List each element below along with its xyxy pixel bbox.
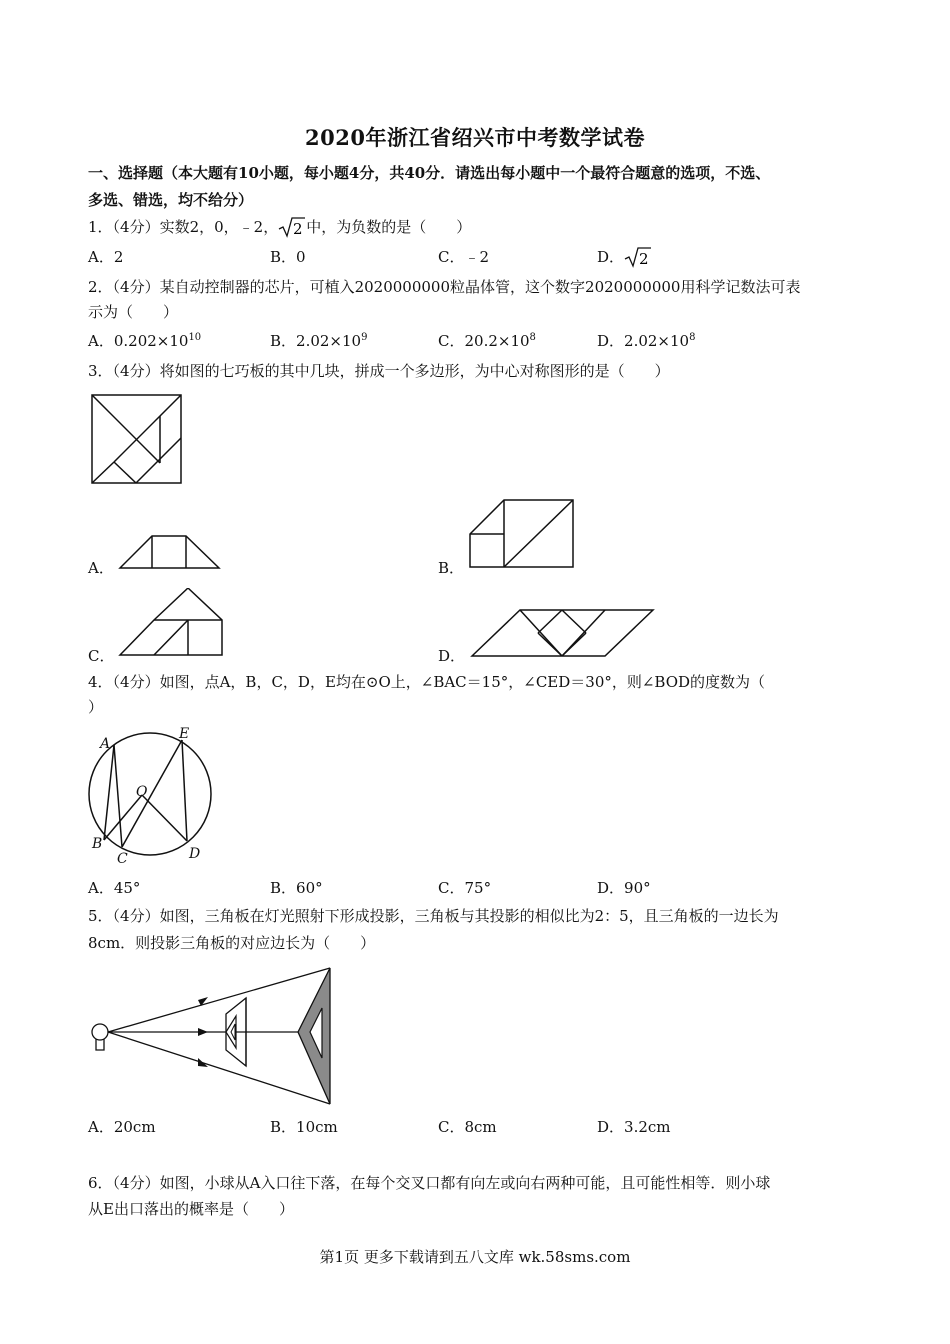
q4-option-b[interactable]: B．60° — [270, 879, 323, 897]
section-heading-line2: 多选、错选，均不给分） — [88, 191, 254, 209]
q1-option-d-label: D． — [597, 248, 625, 266]
sqrt2-symbol — [624, 246, 652, 268]
tangram-figure — [90, 393, 184, 485]
q2-option-a[interactable] — [88, 330, 201, 352]
point-label-d: D — [189, 846, 201, 862]
q2-stem-line2: 示为（ ） — [88, 303, 179, 321]
q5-option-a[interactable]: A．20cm — [88, 1118, 156, 1136]
page-title: 2020年浙江省绍兴市中考数学试卷 — [305, 125, 645, 150]
point-label-e: E — [179, 726, 190, 742]
point-label-o: O — [136, 784, 148, 800]
q2-option-a-exp: 10 — [188, 332, 202, 343]
q1-option-c[interactable]: C．﹣2 — [438, 248, 490, 266]
q3-option-a-figure[interactable] — [118, 533, 222, 571]
page-footer: 第1页 更多下载请到五八文库 wk.58sms.com — [319, 1248, 631, 1266]
point-label-a: A — [100, 736, 111, 752]
q2-option-d-base: D．2.02×10 — [597, 332, 690, 350]
q3-option-d-figure[interactable] — [470, 608, 656, 658]
q5-option-b[interactable]: B．10cm — [270, 1118, 338, 1136]
q5-option-d[interactable]: D．3.2cm — [597, 1118, 671, 1136]
q2-option-b-exp: 9 — [361, 332, 368, 343]
point-label-b: B — [92, 836, 103, 852]
q5-stem-line1: 5．（4分）如图，三角板在灯光照射下形成投影，三角板与其投影的相似比为2：5，且三角板的一边长为 — [88, 907, 779, 925]
q6-stem-line1: 6．（4分）如图，小球从A入口往下落，在每个交叉口都有向左或向右两种可能，且可能性相等．则小球 — [88, 1174, 771, 1192]
q5-option-c[interactable]: C．8cm — [438, 1118, 497, 1136]
q1-stem-end: 中，为负数的是（ ） — [306, 218, 472, 236]
q4-stem-line2: ） — [88, 698, 104, 716]
svg-text:2: 2 — [639, 250, 649, 268]
sqrt2-symbol — [278, 216, 306, 238]
section-heading-line1: 一、选择题（本大题有10小题，每小题4分，共40分．请选出每小题中一个最符合题意的选项，不选、 — [88, 164, 771, 182]
q2-stem-line1: 2．（4分）某自动控制器的芯片，可植入2020000000粒晶体管，这个数字2020000000用科学记数法可表 — [88, 278, 801, 296]
q2-option-a-base: A．0.202×10 — [88, 332, 189, 350]
q3-option-c-figure[interactable] — [118, 588, 226, 658]
q4-option-d[interactable]: D．90° — [597, 879, 651, 897]
q4-stem-line1: 4．（4分）如图，点A，B，C，D，E均在⊙O上，∠BAC＝15°，∠CED＝30°，则∠BOD的度数为（ — [88, 673, 766, 691]
q1-stem-start: 1．（4分）实数2，0，﹣2， — [88, 218, 279, 236]
q2-option-c-exp: 8 — [529, 332, 536, 343]
q2-option-c-base: C．20.2×10 — [438, 332, 530, 350]
q3-option-b-figure[interactable] — [468, 498, 576, 570]
q3-stem: 3．（4分）将如图的七巧板的其中几块，拼成一个多边形，为中心对称图形的是（ ） — [88, 362, 670, 380]
q1-stem — [88, 216, 868, 238]
q2-option-c[interactable] — [438, 330, 536, 352]
q2-option-b-base: B．2.02×10 — [270, 332, 362, 350]
q4-option-c[interactable]: C．75° — [438, 879, 492, 897]
q1-option-a[interactable]: A．2 — [88, 248, 124, 266]
projection-figure — [86, 966, 338, 1108]
circle-figure — [88, 726, 218, 866]
q6-stem-line2: 从E出口落出的概率是（ ） — [88, 1200, 294, 1218]
q2-option-b[interactable] — [270, 330, 367, 352]
q3-option-c-label[interactable]: C． — [88, 647, 115, 665]
q5-stem-line2: 8cm．则投影三角板的对应边长为（ ） — [88, 934, 376, 952]
svg-text:2: 2 — [293, 220, 303, 238]
q3-option-b-label[interactable]: B． — [438, 559, 465, 577]
q1-option-b[interactable]: B．0 — [270, 248, 306, 266]
q3-option-a-label[interactable]: A． — [88, 559, 114, 577]
q1-option-d[interactable] — [597, 246, 652, 268]
point-label-c: C — [117, 851, 128, 866]
q2-option-d-exp: 8 — [689, 332, 696, 343]
q2-option-d[interactable] — [597, 330, 695, 352]
q4-option-a[interactable]: A．45° — [88, 879, 141, 897]
q3-option-d-label[interactable]: D． — [438, 647, 466, 665]
